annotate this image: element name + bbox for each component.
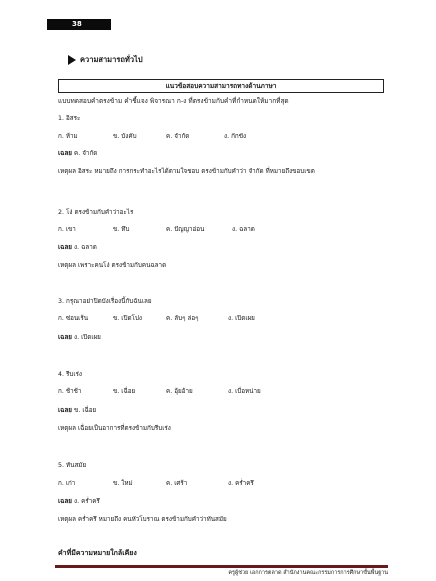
answer-value: ง. เปิดเผย	[74, 334, 101, 341]
question-answer	[58, 496, 100, 506]
question-answer	[58, 242, 97, 252]
question-option: ข. บังคับ	[113, 133, 137, 140]
question-reason: เหตุผล อิสระ หมายถึง การกระทำอะไรได้ตามใจชอบ ตรงข้ามกับคำว่า จำกัด ที่หมายถึงขอบเขต	[58, 168, 315, 175]
question-option: ง. เปิดเผย	[228, 315, 255, 322]
guide-title-box	[58, 79, 384, 93]
question-reason: เหตุผล เพราะคนโง่ ตรงข้ามกับคนฉลาด	[58, 262, 167, 269]
question-title: 5. ทันสมัย	[58, 462, 87, 469]
question-option: ค. เศร้า	[166, 480, 188, 487]
answer-value: ง. ฉลาด	[74, 244, 97, 251]
question-option: ข. เฉื่อย	[113, 388, 136, 395]
question-option: ค. อุ้ยอ้าย	[166, 388, 193, 395]
question-option: ง. กักขัง	[224, 133, 247, 140]
question-option: ก. ช้าช้า	[58, 388, 82, 395]
question-option: ข. ใหม่	[113, 480, 133, 487]
question-title: 4. รีบเร่ง	[58, 371, 82, 378]
instruction-text: แบบทดสอบคำตรงข้าม คำชี้แจง พิจารณา ก-ง ที่ตรงข้ามกับคำที่กำหนดให้มากที่สุด	[58, 97, 289, 105]
answer-value: ง. คร่ำครึ	[74, 498, 100, 505]
question-reason: เหตุผล คร่ำครึ หมายถึง คนหัวโบราณ ตรงข้ามกับคำว่าทันสมัย	[58, 516, 227, 523]
question-title: 2. โง่ ตรงข้ามกับคำว่าอะไร	[58, 209, 134, 216]
question-title: 3. กรุณาอย่าปิดบังเรื่องนี้กับฉันเลย	[58, 298, 152, 305]
page-number: 38	[72, 20, 82, 28]
guide-title: แนวข้อสอบความสามารถทางด้านภาษา	[165, 82, 277, 90]
question-option: ข. ทึบ	[113, 226, 130, 233]
page-number-bar	[47, 19, 111, 30]
section-heading	[68, 54, 143, 66]
question-title: 1. อิสระ	[58, 115, 81, 122]
arrow-bullet-icon	[68, 55, 76, 65]
answer-label: เฉลย	[58, 244, 72, 251]
question-option: ค. จำกัด	[166, 133, 190, 140]
question-option: ง. เบื่อหน่าย	[228, 388, 261, 395]
answer-value: ค. จำกัด	[74, 150, 98, 157]
question-option: ก. เก่า	[58, 480, 76, 487]
question-option: ก. ซ่อนเร้น	[58, 315, 89, 322]
question-answer	[58, 332, 101, 342]
answer-value: ข. เฉื่อย	[74, 407, 97, 414]
question-option: ค. ลับๆ ล่อๆ	[166, 315, 199, 322]
question-reason: เหตุผล เฉื่อยเป็นอาการที่ตรงข้ามกับรีบเร่ง	[58, 425, 171, 432]
question-option: ข. เปิดโปง	[113, 315, 143, 322]
question-option: ก. ห้าม	[58, 133, 78, 140]
footer-text: ครูผู้ช่วย เอกการตลาด สำนักงานคณะกรรมการการศึกษาขั้นพื้นฐาน	[228, 570, 388, 576]
answer-label: เฉลย	[58, 498, 72, 505]
answer-label: เฉลย	[58, 150, 72, 157]
similar-words-heading: คำที่มีความหมายใกล้เคียง	[58, 549, 137, 557]
question-option: ง. คร่ำครึ	[228, 480, 254, 487]
question-option: ก. เขา	[58, 226, 76, 233]
answer-label: เฉลย	[58, 334, 72, 341]
question-option: ง. ฉลาด	[232, 226, 255, 233]
answer-label: เฉลย	[58, 407, 72, 414]
question-option: ค. ปัญญาอ่อน	[166, 226, 205, 233]
question-answer	[58, 405, 96, 415]
question-answer	[58, 148, 97, 158]
footer-divider	[55, 565, 388, 568]
section-title: ความสามารถทั่วไป	[80, 55, 143, 64]
